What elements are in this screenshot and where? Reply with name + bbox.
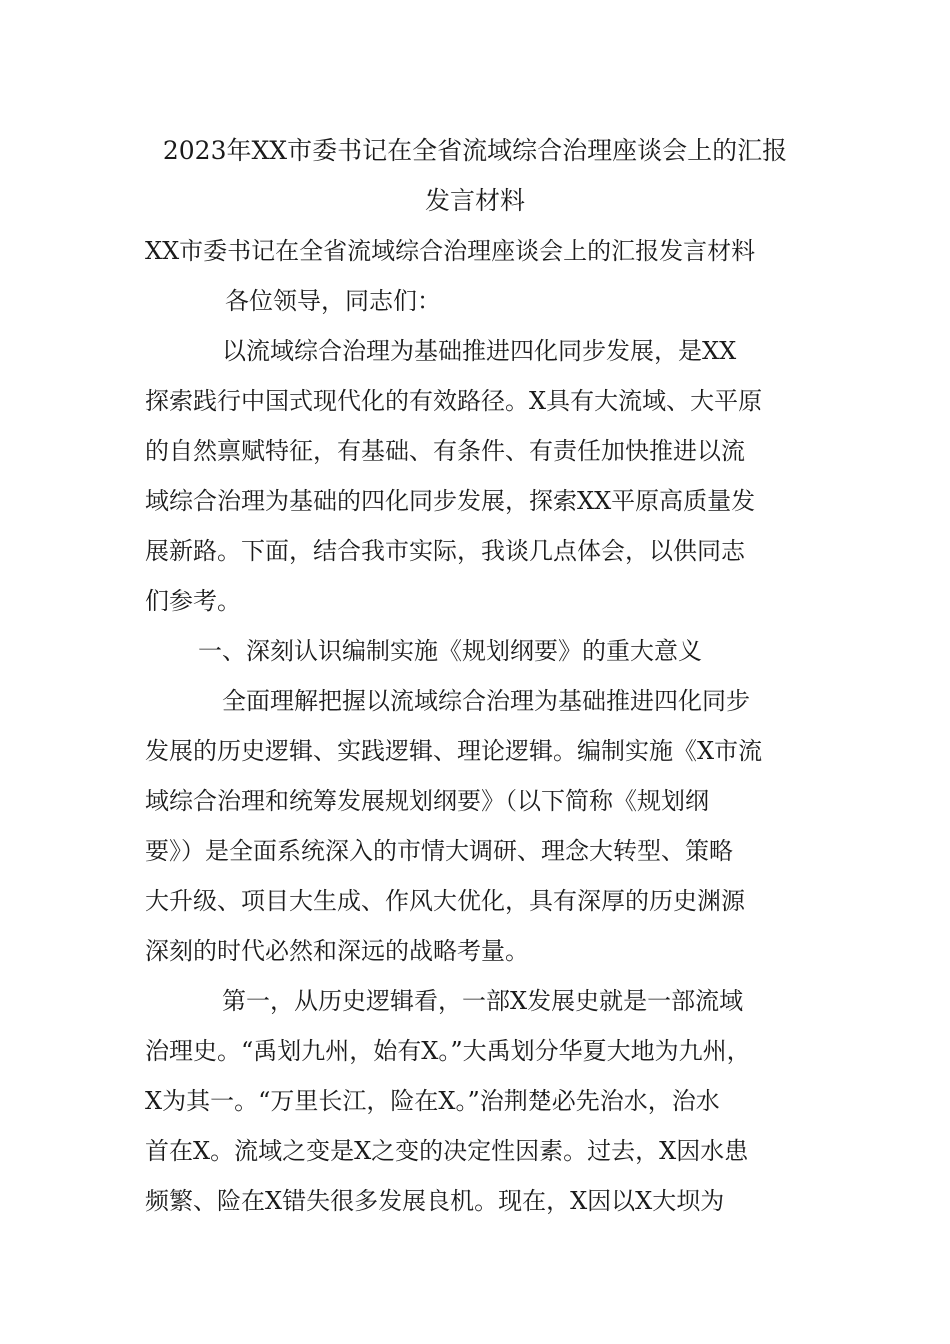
paragraph-2-line: 发展的历史逻辑、实践逻辑、理论逻辑。编制实施《X市流 bbox=[145, 737, 763, 765]
paragraph-3-line: 治理史。“禹划九州，始有X。”大禹划分华夏大地为九州， bbox=[145, 1037, 751, 1065]
paragraph-1-line: 域综合治理为基础的四化同步发展，探索XX平原高质量发 bbox=[145, 487, 756, 515]
paragraph-1-line: 们参考。 bbox=[145, 587, 241, 615]
paragraph-1-line: 展新路。下面，结合我市实际，我谈几点体会，以供同志 bbox=[145, 537, 745, 565]
document-subtitle: XX市委书记在全省流域综合治理座谈会上的汇报发言材料 bbox=[145, 237, 756, 265]
paragraph-1-line: 的自然禀赋特征，有基础、有条件、有责任加快推进以流 bbox=[145, 437, 745, 465]
paragraph-3-line: 第一，从历史逻辑看，一部X发展史就是一部流域 bbox=[222, 987, 744, 1015]
paragraph-3-line: 频繁、险在X错失很多发展良机。现在，X因以X大坝为 bbox=[145, 1187, 725, 1215]
document-title-line-2: 发言材料 bbox=[424, 186, 525, 215]
paragraph-1-line: 以流域综合治理为基础推进四化同步发展，是XX bbox=[222, 337, 737, 365]
paragraph-3-line: 首在X。流域之变是X之变的决定性因素。过去，X因水患 bbox=[145, 1137, 749, 1165]
salutation: 各位领导，同志们： bbox=[225, 287, 441, 315]
section-heading-1: 一、深刻认识编制实施《规划纲要》的重大意义 bbox=[198, 637, 702, 665]
paragraph-2-line: 全面理解把握以流域综合治理为基础推进四化同步 bbox=[222, 687, 750, 715]
paragraph-3-line: X为其一。“万里长江，险在X。”治荆楚必先治水，治水 bbox=[145, 1087, 720, 1115]
paragraph-2-line: 要》）是全面系统深入的市情大调研、理念大转型、策略 bbox=[145, 837, 733, 865]
paragraph-2-line: 域综合治理和统筹发展规划纲要》（以下简称《规划纲 bbox=[145, 787, 709, 815]
paragraph-2-line: 大升级、项目大生成、作风大优化，具有深厚的历史渊源 bbox=[145, 887, 745, 915]
paragraph-2-line: 深刻的时代必然和深远的战略考量。 bbox=[145, 937, 529, 965]
document-title-line-1: 2023年XX市委书记在全省流域综合治理座谈会上的汇报 bbox=[162, 136, 788, 165]
paragraph-1-line: 探索践行中国式现代化的有效路径。X具有大流域、大平原 bbox=[145, 387, 763, 415]
